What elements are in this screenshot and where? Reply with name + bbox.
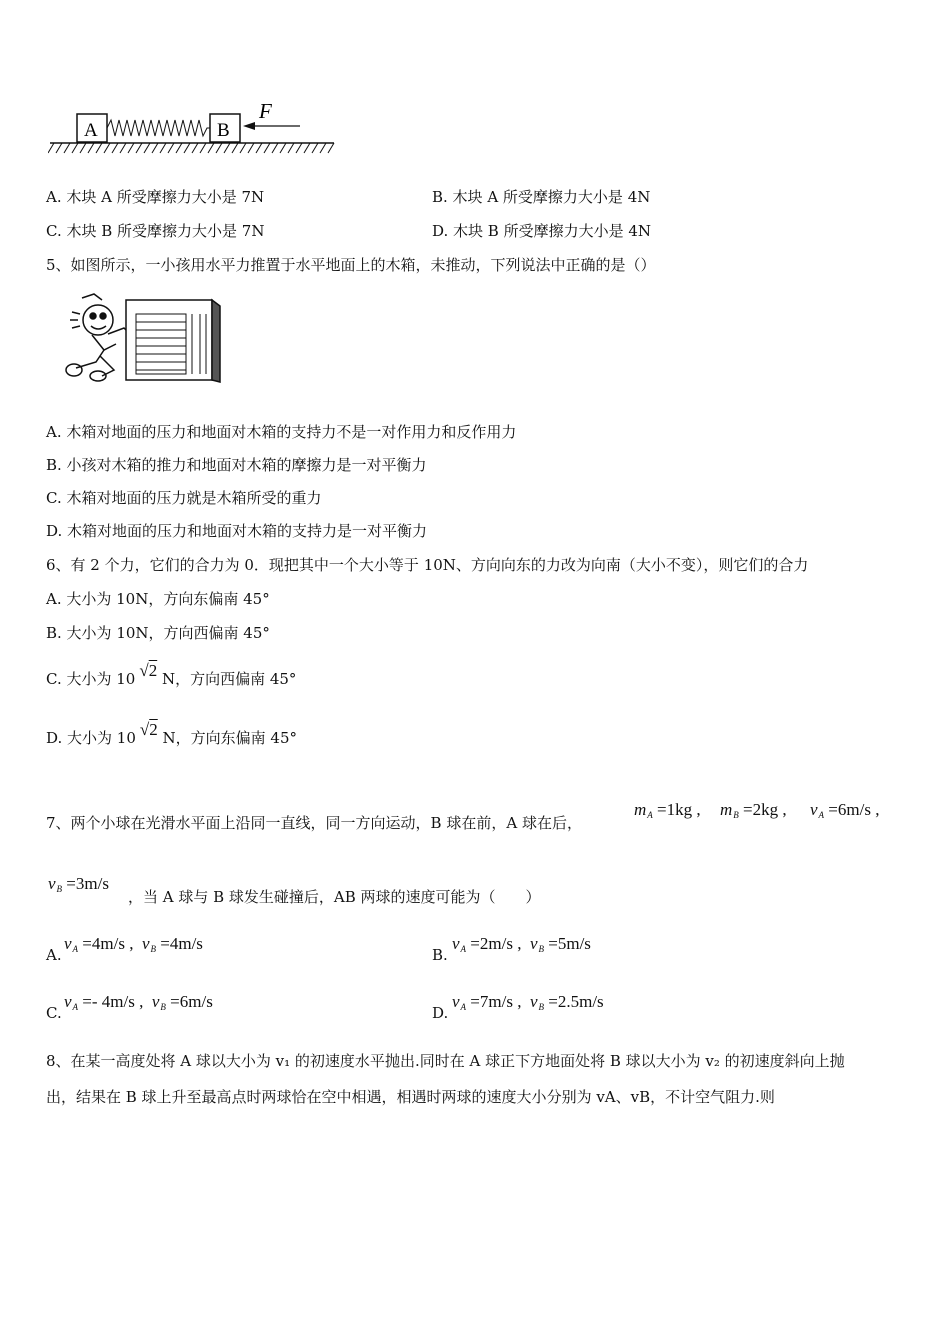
q7-mass-a: $m_A =1kg$ , <box>634 800 701 820</box>
sqrt-argument: 2 <box>149 720 158 739</box>
sqrt-argument: 2 <box>148 661 158 680</box>
q6-option-c <box>46 661 297 689</box>
q7-option-d-label: D. <box>432 1004 449 1022</box>
block-a-label: A <box>84 120 98 141</box>
sqrt-icon: √2 <box>139 661 158 680</box>
force-label: F <box>259 99 272 123</box>
q7-option-b: $v_A =2m/s$ , $v_B =5m/s$ <box>452 934 591 954</box>
block-b-label: B <box>217 120 230 141</box>
q7-mass-b: $m_B =2kg$ , <box>720 800 787 820</box>
q6-option-d-prefix: D. 大小为 10 <box>46 729 136 747</box>
q8-stem-line2: 出，结果在 B 球上升至最高点时两球恰在空中相遇，相遇时两球的速度大小分别为 vA、vB，不计空气阻力.则 <box>46 1088 775 1106</box>
q8-stem-line1: 8、在某一高度处将 A 球以大小为 v₁ 的初速度水平抛出.同时在 A 球正下方地面处将 B 球以大小为 v₂ 的初速度斜向上抛 <box>46 1052 845 1070</box>
child-pushing-box-figure <box>62 292 227 384</box>
q7-option-d: $v_A =7m/s$ , $v_B =2.5m/s$ <box>452 992 604 1012</box>
spring-blocks-figure <box>48 98 338 156</box>
q4-option-a: A. 木块 A 所受摩擦力大小是 7N <box>46 188 265 206</box>
q7-option-c: $v_A =- 4m/s$ , $v_B =6m/s$ <box>64 992 213 1012</box>
q5-option-a: A. 木箱对地面的压力和地面对木箱的支持力不是一对作用力和反作用力 <box>46 423 517 441</box>
q5-stem: 5、如图所示，一小孩用水平力推置于水平地面上的木箱，未推动，下列说法中正确的是（） <box>46 256 656 274</box>
q6-option-c-suffix: N，方向西偏南 45° <box>157 670 297 688</box>
q4-option-d: D. 木块 B 所受摩擦力大小是 4N <box>432 222 652 240</box>
q6-option-c-prefix: C. 大小为 10 <box>46 670 136 688</box>
q7-option-a-label: A. <box>46 946 62 964</box>
q7-option-a: $v_A =4m/s$ , $v_B =4m/s$ <box>64 934 203 954</box>
q7-option-b-label: B. <box>432 946 448 964</box>
q4-option-c: C. 木块 B 所受摩擦力大小是 7N <box>46 222 265 240</box>
q7-option-c-label: C. <box>46 1004 62 1022</box>
q7-stem: 7、两个小球在光滑水平面上沿同一直线，同一方向运动，B 球在前，A 球在后， <box>46 814 582 832</box>
q4-option-b: B. 木块 A 所受摩擦力大小是 4N <box>432 188 651 206</box>
q6-option-d <box>46 720 297 748</box>
q5-option-d: D. 木箱对地面的压力和地面对木箱的支持力是一对平衡力 <box>46 522 428 540</box>
q6-option-b: B. 大小为 10N，方向西偏南 45° <box>46 624 270 642</box>
spring <box>107 120 210 136</box>
q7-velocity-a: $v_A =6m/s$ , <box>810 800 880 820</box>
q5-option-c: C. 木箱对地面的压力就是木箱所受的重力 <box>46 489 322 507</box>
q6-option-d-suffix: N，方向东偏南 45° <box>157 729 297 747</box>
q7-stem-continued: ，当 A 球与 B 球发生碰撞后，AB 两球的速度可能为（ ） <box>128 888 541 906</box>
sqrt-icon: √2 <box>139 720 158 739</box>
q7-velocity-b: $v_B =3m/s$ <box>48 874 109 894</box>
q5-option-b: B. 小孩对木箱的推力和地面对木箱的摩擦力是一对平衡力 <box>46 456 427 474</box>
q6-option-a: A. 大小为 10N，方向东偏南 45° <box>46 590 270 608</box>
q6-stem: 6、有 2 个力，它们的合力为 0．现把其中一个大小等于 10N、方向向东的力改为向南（大小不变），则它们的合力 <box>46 556 809 574</box>
